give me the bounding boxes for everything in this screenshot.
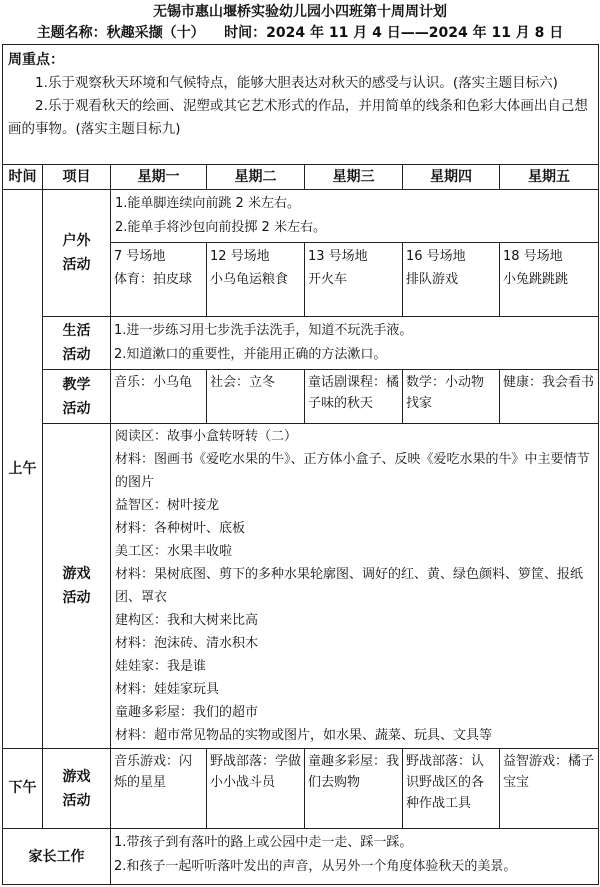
afternoon-label: 下午 — [3, 749, 43, 829]
focus-point-2: 2.乐于观看秋天的绘画、泥塑或其它艺术形式的作品，并用简单的线条和色彩大体画出自己想画的事物。(落实主题目标九) — [8, 98, 588, 137]
teaching-wednesday: 童话剧课程：橘子味的秋天 — [305, 370, 403, 424]
outdoor-tuesday-site: 12 号场地 — [210, 249, 270, 264]
teaching-activity-row — [3, 370, 599, 424]
focus-row — [3, 45, 599, 165]
outdoor-monday — [111, 243, 207, 317]
life-goal-1: 1.进一步练习用七步洗手法洗手，知道不玩洗手液。 — [114, 323, 413, 338]
game-line-6: 材料：果树底图、剪下的多种水果轮廓图、调好的红、黄、绿色颜料、箩筐、报纸团、罩衣 — [115, 567, 584, 605]
parents-line-2: 2.和孩子一起听听落叶发出的声音，从另外一个角度体验秋天的美景。 — [114, 859, 517, 874]
document-title: 无锡市惠山堰桥实验幼儿园小四班第十周周计划 — [153, 4, 447, 20]
outdoor-friday — [500, 243, 599, 317]
outdoor-goals-row — [3, 190, 599, 243]
afternoon-games-row — [3, 749, 599, 829]
outdoor-thursday-game: 排队游戏 — [406, 272, 459, 287]
header-tuesday: 星期二 — [207, 165, 305, 190]
game-line-1: 阅读区：故事小盒转呀转（二） — [115, 429, 298, 444]
game-line-11: 童趣多彩屋：我们的超市 — [115, 705, 259, 720]
afternoon-monday: 音乐游戏：闪烁的星星 — [111, 749, 207, 829]
outdoor-friday-site: 18 号场地 — [503, 249, 563, 264]
teaching-friday: 健康：我会看书 — [500, 370, 599, 424]
outdoor-tuesday — [207, 243, 305, 317]
parents-work-cell — [111, 829, 599, 885]
game-line-10: 材料：娃娃家玩具 — [115, 682, 220, 697]
outdoor-thursday-site: 16 号场地 — [406, 249, 466, 264]
outdoor-goal-2: 2.能单手将沙包向前投掷 2 米左右。 — [115, 220, 326, 235]
header-item: 项目 — [43, 165, 111, 190]
header-row — [3, 165, 599, 190]
outdoor-wednesday — [305, 243, 403, 317]
outdoor-thursday — [403, 243, 500, 317]
afternoon-games-label — [43, 749, 111, 829]
parents-work-row — [3, 829, 599, 885]
afternoon-tuesday: 野战部落：学做小小战斗员 — [207, 749, 305, 829]
morning-games-text: 游戏活动 — [62, 566, 91, 606]
life-goals-cell — [111, 317, 599, 370]
game-line-3: 益智区：树叶接龙 — [115, 498, 220, 513]
life-activity-text: 生活活动 — [62, 323, 91, 363]
game-line-12: 材料：超市常见物品的实物或图片，如水果、蔬菜、玩具、文具等 — [115, 728, 493, 743]
focus-heading: 周重点： — [8, 52, 64, 68]
header-wednesday: 星期三 — [305, 165, 403, 190]
afternoon-wednesday: 童趣多彩屋：我们去购物 — [305, 749, 403, 829]
header-time: 时间 — [3, 165, 43, 190]
life-goal-2: 2.知道漱口的重要性，并能用正确的方法漱口。 — [114, 347, 387, 362]
outdoor-activity-text: 户外活动 — [62, 233, 91, 273]
afternoon-games-text: 游戏活动 — [62, 768, 91, 809]
plan-table — [2, 44, 599, 885]
outdoor-activity-label — [43, 190, 111, 317]
afternoon-friday: 益智游戏：橘子宝宝 — [500, 749, 599, 829]
afternoon-thursday: 野战部落：认识野战区的各种作战工具 — [403, 749, 500, 829]
outdoor-tuesday-game: 小乌龟运粮食 — [210, 272, 289, 287]
game-line-2: 材料：图画书《爱吃水果的牛》、正方体小盒子、反映《爱吃水果的牛》中主要情节的图片 — [115, 452, 590, 490]
outdoor-goals-cell — [111, 190, 599, 243]
parents-work-label: 家长工作 — [3, 829, 111, 885]
outdoor-wednesday-game: 开火车 — [308, 272, 348, 287]
header-monday: 星期一 — [111, 165, 207, 190]
game-line-9: 娃娃家：我是谁 — [115, 659, 207, 674]
morning-label: 上午 — [3, 190, 43, 749]
header-thursday: 星期四 — [403, 165, 500, 190]
outdoor-monday-site: 7 号场地 — [114, 249, 166, 264]
game-line-5: 美工区：水果丰收啦 — [115, 544, 233, 559]
outdoor-wednesday-site: 13 号场地 — [308, 249, 368, 264]
outdoor-friday-game: 小兔跳跳跳 — [503, 272, 569, 287]
teaching-monday: 音乐：小乌龟 — [111, 370, 207, 424]
header-friday: 星期五 — [500, 165, 599, 190]
game-line-7: 建构区：我和大树来比高 — [115, 613, 259, 628]
teaching-activity-label — [43, 370, 111, 424]
game-line-8: 材料：泡沫砖、清水积木 — [115, 636, 259, 651]
teaching-tuesday: 社会：立冬 — [207, 370, 305, 424]
teaching-thursday: 数学：小动物找家 — [403, 370, 500, 424]
theme-and-date-line: 主题名称：秋趣采撷（十） 时间：2024 年 11 月 4 日——2024 年 11 月 8 日 — [36, 25, 564, 41]
weekly-focus-cell — [3, 45, 599, 165]
focus-point-1: 1.乐于观察秋天环境和气候特点，能够大胆表达对秋天的感受与认识。(落实主题目标六) — [35, 75, 558, 91]
parents-line-1: 1.带孩子到有落叶的路上或公园中走一走、踩一踩。 — [114, 835, 413, 850]
life-activity-label — [43, 317, 111, 370]
outdoor-goal-1: 1.能单脚连续向前跳 2 米左右。 — [115, 196, 300, 211]
life-activity-row — [3, 317, 599, 370]
outdoor-monday-game: 体育：拍皮球 — [114, 272, 193, 287]
morning-games-row — [3, 424, 599, 749]
teaching-activity-text: 教学活动 — [62, 376, 91, 417]
game-line-4: 材料：各种树叶、底板 — [115, 521, 246, 536]
morning-games-label — [43, 424, 111, 749]
morning-games-cell — [111, 424, 599, 749]
